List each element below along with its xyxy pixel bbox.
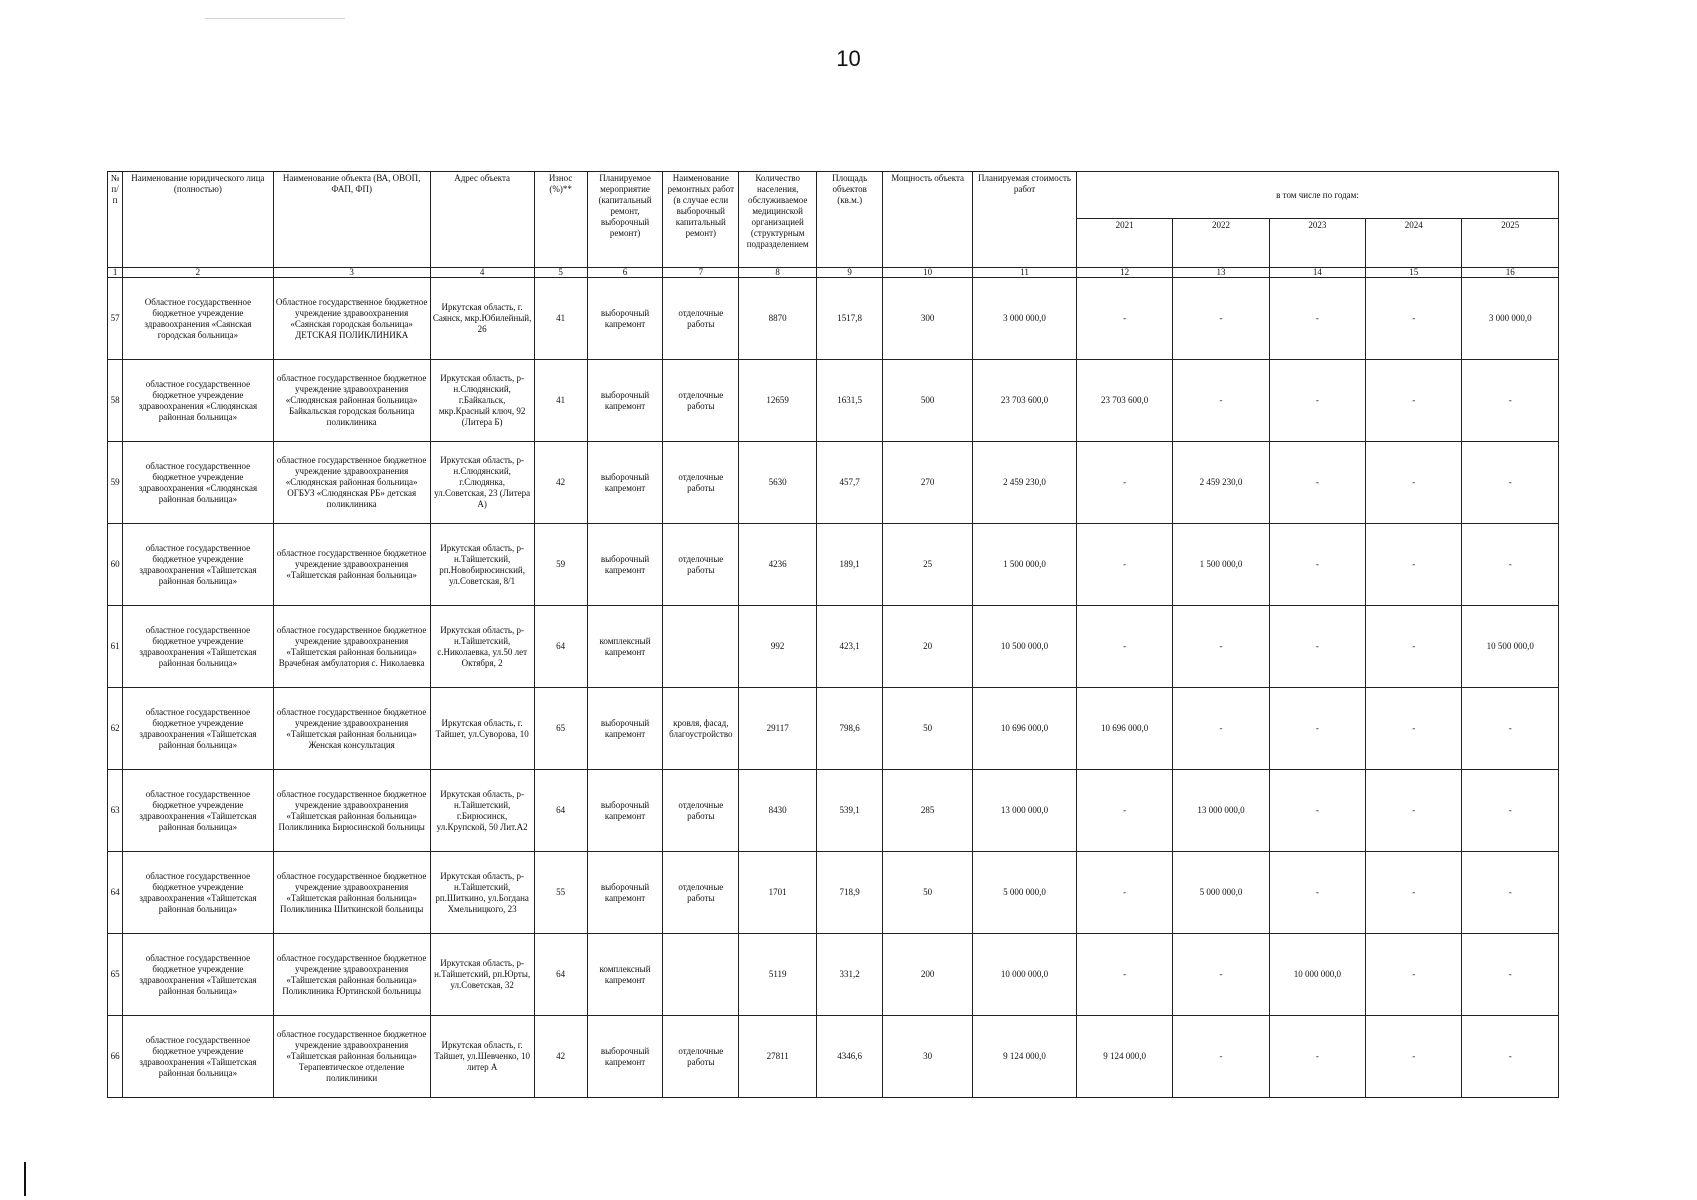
- cost-2023: -: [1269, 688, 1365, 770]
- column-number: 8: [739, 268, 817, 278]
- legal-entity-name: областное государственное бюджетное учреждение здравоохранения «Слюдянская районная больница»: [123, 360, 274, 442]
- cost-2025: 10 500 000,0: [1462, 606, 1559, 688]
- header-year-2024: 2024: [1366, 219, 1462, 268]
- cost-2024: -: [1366, 1016, 1462, 1098]
- column-number: 7: [663, 268, 739, 278]
- repair-works: отделочные работы: [663, 770, 739, 852]
- object-address: Иркутская область, р-н.Тайшетский, с.Николаевка, ул.50 лет Октября, 2: [430, 606, 534, 688]
- object-name: областное государственное бюджетное учреждение здравоохранения «Тайшетская районная больница»: [273, 524, 430, 606]
- table-row: [108, 606, 1559, 688]
- object-area: 798,6: [817, 688, 883, 770]
- cost-2021: 10 696 000,0: [1077, 688, 1173, 770]
- header-wear: Износ (%)**: [534, 172, 587, 268]
- object-address: Иркутская область, р-н.Слюдянский, г.Байкальск, мкр.Красный ключ, 92 (Литера Б): [430, 360, 534, 442]
- planned-cost: 3 000 000,0: [973, 278, 1077, 360]
- object-area: 189,1: [817, 524, 883, 606]
- cost-2021: -: [1077, 442, 1173, 524]
- population-served: 29117: [739, 688, 817, 770]
- planned-cost: 5 000 000,0: [973, 852, 1077, 934]
- row-number: 59: [108, 442, 123, 524]
- cost-2022: 2 459 230,0: [1173, 442, 1269, 524]
- planned-measure: выборочный капремонт: [587, 770, 663, 852]
- column-number: 9: [817, 268, 883, 278]
- cost-2025: -: [1462, 934, 1559, 1016]
- object-capacity: 25: [883, 524, 973, 606]
- object-capacity: 270: [883, 442, 973, 524]
- cost-2022: -: [1173, 360, 1269, 442]
- object-capacity: 500: [883, 360, 973, 442]
- cost-2024: -: [1366, 442, 1462, 524]
- cost-2023: -: [1269, 770, 1365, 852]
- cost-2021: -: [1077, 524, 1173, 606]
- object-area: 1631,5: [817, 360, 883, 442]
- cost-2025: -: [1462, 524, 1559, 606]
- object-name: областное государственное бюджетное учреждение здравоохранения «Тайшетская районная больница» Врачебная амбулатория с. Николаевка: [273, 606, 430, 688]
- column-number: 14: [1269, 268, 1365, 278]
- cost-2021: -: [1077, 278, 1173, 360]
- header-planned-cost: Планируемая стоимость работ: [973, 172, 1077, 268]
- cost-2023: 10 000 000,0: [1269, 934, 1365, 1016]
- table-row: [108, 1016, 1559, 1098]
- header-capacity: Мощность объекта: [883, 172, 973, 268]
- cost-2024: -: [1366, 852, 1462, 934]
- row-number: 60: [108, 524, 123, 606]
- planned-cost: 10 696 000,0: [973, 688, 1077, 770]
- column-number: 15: [1366, 268, 1462, 278]
- header-year-2021: 2021: [1077, 219, 1173, 268]
- object-address: Иркутская область, г. Саянск, мкр.Юбилейный, 26: [430, 278, 534, 360]
- object-capacity: 285: [883, 770, 973, 852]
- planned-measure: выборочный капремонт: [587, 852, 663, 934]
- object-area: 4346,6: [817, 1016, 883, 1098]
- row-number: 62: [108, 688, 123, 770]
- wear-percent: 64: [534, 770, 587, 852]
- legal-entity-name: областное государственное бюджетное учреждение здравоохранения «Тайшетская районная больница»: [123, 770, 274, 852]
- cost-2021: -: [1077, 852, 1173, 934]
- column-number: 1: [108, 268, 123, 278]
- legal-entity-name: областное государственное бюджетное учреждение здравоохранения «Тайшетская районная больница»: [123, 606, 274, 688]
- legal-entity-name: областное государственное бюджетное учреждение здравоохранения «Тайшетская районная больница»: [123, 852, 274, 934]
- cost-2022: -: [1173, 934, 1269, 1016]
- object-capacity: 50: [883, 688, 973, 770]
- population-served: 992: [739, 606, 817, 688]
- repair-works: кровля, фасад, благоустройство: [663, 688, 739, 770]
- object-address: Иркутская область, р-н.Тайшетский, рп.Юрты, ул.Советская, 32: [430, 934, 534, 1016]
- column-number: 16: [1462, 268, 1559, 278]
- cost-2024: -: [1366, 278, 1462, 360]
- header-year-2023: 2023: [1269, 219, 1365, 268]
- cost-2023: -: [1269, 442, 1365, 524]
- table-row: [108, 278, 1559, 360]
- header-object-name: Наименование объекта (ВА, ОВОП, ФАП, ФП): [273, 172, 430, 268]
- population-served: 5119: [739, 934, 817, 1016]
- planned-measure: выборочный капремонт: [587, 278, 663, 360]
- cost-2023: -: [1269, 1016, 1365, 1098]
- column-number: 13: [1173, 268, 1269, 278]
- object-name: областное государственное бюджетное учреждение здравоохранения «Тайшетская районная больница» Поликлиника Бирюсинской больницы: [273, 770, 430, 852]
- cost-2022: 13 000 000,0: [1173, 770, 1269, 852]
- object-address: Иркутская область, г. Тайшет, ул.Суворова, 10: [430, 688, 534, 770]
- row-number: 63: [108, 770, 123, 852]
- cost-2025: -: [1462, 1016, 1559, 1098]
- wear-percent: 42: [534, 1016, 587, 1098]
- column-number: 4: [430, 268, 534, 278]
- cost-2025: -: [1462, 442, 1559, 524]
- table-row: [108, 360, 1559, 442]
- population-served: 5630: [739, 442, 817, 524]
- header-by-years: в том числе по годам:: [1077, 172, 1559, 219]
- header-year-2022: 2022: [1173, 219, 1269, 268]
- table-row: [108, 688, 1559, 770]
- planned-cost: 1 500 000,0: [973, 524, 1077, 606]
- row-number: 58: [108, 360, 123, 442]
- header-repair-works: Наименование ремонтных работ (в случае если выборочный капитальный ремонт): [663, 172, 739, 268]
- wear-percent: 41: [534, 360, 587, 442]
- population-served: 8430: [739, 770, 817, 852]
- cost-2021: -: [1077, 934, 1173, 1016]
- planned-measure: выборочный капремонт: [587, 688, 663, 770]
- planned-measure: выборочный капремонт: [587, 1016, 663, 1098]
- header-legal-name: Наименование юридического лица (полностью): [123, 172, 274, 268]
- object-area: 1517,8: [817, 278, 883, 360]
- header-address: Адрес объекта: [430, 172, 534, 268]
- object-capacity: 30: [883, 1016, 973, 1098]
- object-address: Иркутская область, р-н.Тайшетский, рп.Новобирюсинский, ул.Советская, 8/1: [430, 524, 534, 606]
- cost-2022: 5 000 000,0: [1173, 852, 1269, 934]
- object-capacity: 20: [883, 606, 973, 688]
- header-num: № п/п: [108, 172, 123, 268]
- wear-percent: 41: [534, 278, 587, 360]
- cost-2023: -: [1269, 278, 1365, 360]
- legal-entity-name: Областное государственное бюджетное учреждение здравоохранения «Саянская городская больница»: [123, 278, 274, 360]
- repair-works: отделочные работы: [663, 278, 739, 360]
- repair-plan-table: [107, 171, 1559, 1098]
- cost-2025: -: [1462, 688, 1559, 770]
- legal-entity-name: областное государственное бюджетное учреждение здравоохранения «Слюдянская районная больница»: [123, 442, 274, 524]
- column-number: 11: [973, 268, 1077, 278]
- cost-2023: -: [1269, 606, 1365, 688]
- object-name: областное государственное бюджетное учреждение здравоохранения «Тайшетская районная больница» Поликлиника Юртинской больницы: [273, 934, 430, 1016]
- header-population: Количество населения, обслуживаемое медицинской организацией (структурным подразделением: [739, 172, 817, 268]
- planned-measure: выборочный капремонт: [587, 524, 663, 606]
- cost-2023: -: [1269, 852, 1365, 934]
- object-name: областное государственное бюджетное учреждение здравоохранения «Тайшетская районная больница» Поликлиника Шиткинской больницы: [273, 852, 430, 934]
- planned-cost: 10 500 000,0: [973, 606, 1077, 688]
- cost-2024: -: [1366, 934, 1462, 1016]
- column-number: 10: [883, 268, 973, 278]
- planned-cost: 2 459 230,0: [973, 442, 1077, 524]
- cost-2021: 23 703 600,0: [1077, 360, 1173, 442]
- planned-cost: 13 000 000,0: [973, 770, 1077, 852]
- object-area: 539,1: [817, 770, 883, 852]
- object-name: Областное государственное бюджетное учреждение здравоохранения «Саянская городская больница» ДЕТСКАЯ ПОЛИКЛИНИКА: [273, 278, 430, 360]
- planned-measure: комплексный капремонт: [587, 934, 663, 1016]
- legal-entity-name: областное государственное бюджетное учреждение здравоохранения «Тайшетская районная больница»: [123, 688, 274, 770]
- population-served: 4236: [739, 524, 817, 606]
- wear-percent: 55: [534, 852, 587, 934]
- scan-mark-top: [205, 18, 345, 19]
- wear-percent: 42: [534, 442, 587, 524]
- cost-2021: -: [1077, 606, 1173, 688]
- column-number: 3: [273, 268, 430, 278]
- column-number: 6: [587, 268, 663, 278]
- object-name: областное государственное бюджетное учреждение здравоохранения «Тайшетская районная больница» Терапевтическое отделение поликлиники: [273, 1016, 430, 1098]
- table-row: [108, 770, 1559, 852]
- planned-measure: выборочный капремонт: [587, 360, 663, 442]
- cost-2024: -: [1366, 770, 1462, 852]
- row-number: 65: [108, 934, 123, 1016]
- object-capacity: 300: [883, 278, 973, 360]
- cost-2022: 1 500 000,0: [1173, 524, 1269, 606]
- object-address: Иркутская область, р-н.Тайшетский, г.Бирюсинск, ул.Крупской, 50 Лит.А2: [430, 770, 534, 852]
- column-number-row: [108, 268, 1559, 278]
- planned-cost: 9 124 000,0: [973, 1016, 1077, 1098]
- scan-mark-margin: [24, 1162, 26, 1196]
- legal-entity-name: областное государственное бюджетное учреждение здравоохранения «Тайшетская районная больница»: [123, 524, 274, 606]
- column-number: 2: [123, 268, 274, 278]
- planned-measure: комплексный капремонт: [587, 606, 663, 688]
- object-address: Иркутская область, р-н.Тайшетский, рп.Шиткино, ул.Богдана Хмельницкого, 23: [430, 852, 534, 934]
- population-served: 8870: [739, 278, 817, 360]
- cost-2025: -: [1462, 770, 1559, 852]
- cost-2024: -: [1366, 688, 1462, 770]
- page-number: 10: [836, 46, 861, 71]
- population-served: 1701: [739, 852, 817, 934]
- legal-entity-name: областное государственное бюджетное учреждение здравоохранения «Тайшетская районная больница»: [123, 934, 274, 1016]
- object-address: Иркутская область, г. Тайшет, ул.Шевченко, 10 литер А: [430, 1016, 534, 1098]
- cost-2025: -: [1462, 360, 1559, 442]
- row-number: 64: [108, 852, 123, 934]
- table-row: [108, 442, 1559, 524]
- header-year-2025: 2025: [1462, 219, 1559, 268]
- wear-percent: 65: [534, 688, 587, 770]
- cost-2021: 9 124 000,0: [1077, 1016, 1173, 1098]
- wear-percent: 59: [534, 524, 587, 606]
- cost-2022: -: [1173, 606, 1269, 688]
- population-served: 27811: [739, 1016, 817, 1098]
- table-body: [108, 278, 1559, 1098]
- planned-measure: выборочный капремонт: [587, 442, 663, 524]
- object-area: 718,9: [817, 852, 883, 934]
- cost-2024: -: [1366, 524, 1462, 606]
- cost-2022: -: [1173, 1016, 1269, 1098]
- repair-works: отделочные работы: [663, 442, 739, 524]
- planned-cost: 23 703 600,0: [973, 360, 1077, 442]
- header-measure: Планируемое мероприятие (капитальный ремонт, выборочный ремонт): [587, 172, 663, 268]
- table-row: [108, 852, 1559, 934]
- object-address: Иркутская область, р-н.Слюдянский, г.Слюдянка, ул.Советская, 23 (Литера А): [430, 442, 534, 524]
- cost-2024: -: [1366, 606, 1462, 688]
- repair-works: отделочные работы: [663, 360, 739, 442]
- cost-2022: -: [1173, 278, 1269, 360]
- cost-2025: -: [1462, 852, 1559, 934]
- cost-2023: -: [1269, 360, 1365, 442]
- row-number: 61: [108, 606, 123, 688]
- column-number: 12: [1077, 268, 1173, 278]
- repair-works: отделочные работы: [663, 852, 739, 934]
- legal-entity-name: областное государственное бюджетное учреждение здравоохранения «Тайшетская районная больница»: [123, 1016, 274, 1098]
- object-name: областное государственное бюджетное учреждение здравоохранения «Слюдянская районная больница» Байкальская городская больница поликлиника: [273, 360, 430, 442]
- object-area: 457,7: [817, 442, 883, 524]
- repair-works: отделочные работы: [663, 524, 739, 606]
- object-name: областное государственное бюджетное учреждение здравоохранения «Тайшетская районная больница» Женская консультация: [273, 688, 430, 770]
- object-capacity: 50: [883, 852, 973, 934]
- table-row: [108, 934, 1559, 1016]
- column-number: 5: [534, 268, 587, 278]
- cost-2022: -: [1173, 688, 1269, 770]
- header-area: Площадь объектов (кв.м.): [817, 172, 883, 268]
- row-number: 66: [108, 1016, 123, 1098]
- row-number: 57: [108, 278, 123, 360]
- repair-works: [663, 606, 739, 688]
- object-area: 331,2: [817, 934, 883, 1016]
- wear-percent: 64: [534, 606, 587, 688]
- planned-cost: 10 000 000,0: [973, 934, 1077, 1016]
- table-row: [108, 524, 1559, 606]
- object-name: областное государственное бюджетное учреждение здравоохранения «Слюдянская районная больница» ОГБУЗ «Слюдянская РБ» детская поликлиника: [273, 442, 430, 524]
- object-area: 423,1: [817, 606, 883, 688]
- object-capacity: 200: [883, 934, 973, 1016]
- repair-works: отделочные работы: [663, 1016, 739, 1098]
- cost-2025: 3 000 000,0: [1462, 278, 1559, 360]
- cost-2024: -: [1366, 360, 1462, 442]
- repair-works: [663, 934, 739, 1016]
- cost-2021: -: [1077, 770, 1173, 852]
- wear-percent: 64: [534, 934, 587, 1016]
- population-served: 12659: [739, 360, 817, 442]
- cost-2023: -: [1269, 524, 1365, 606]
